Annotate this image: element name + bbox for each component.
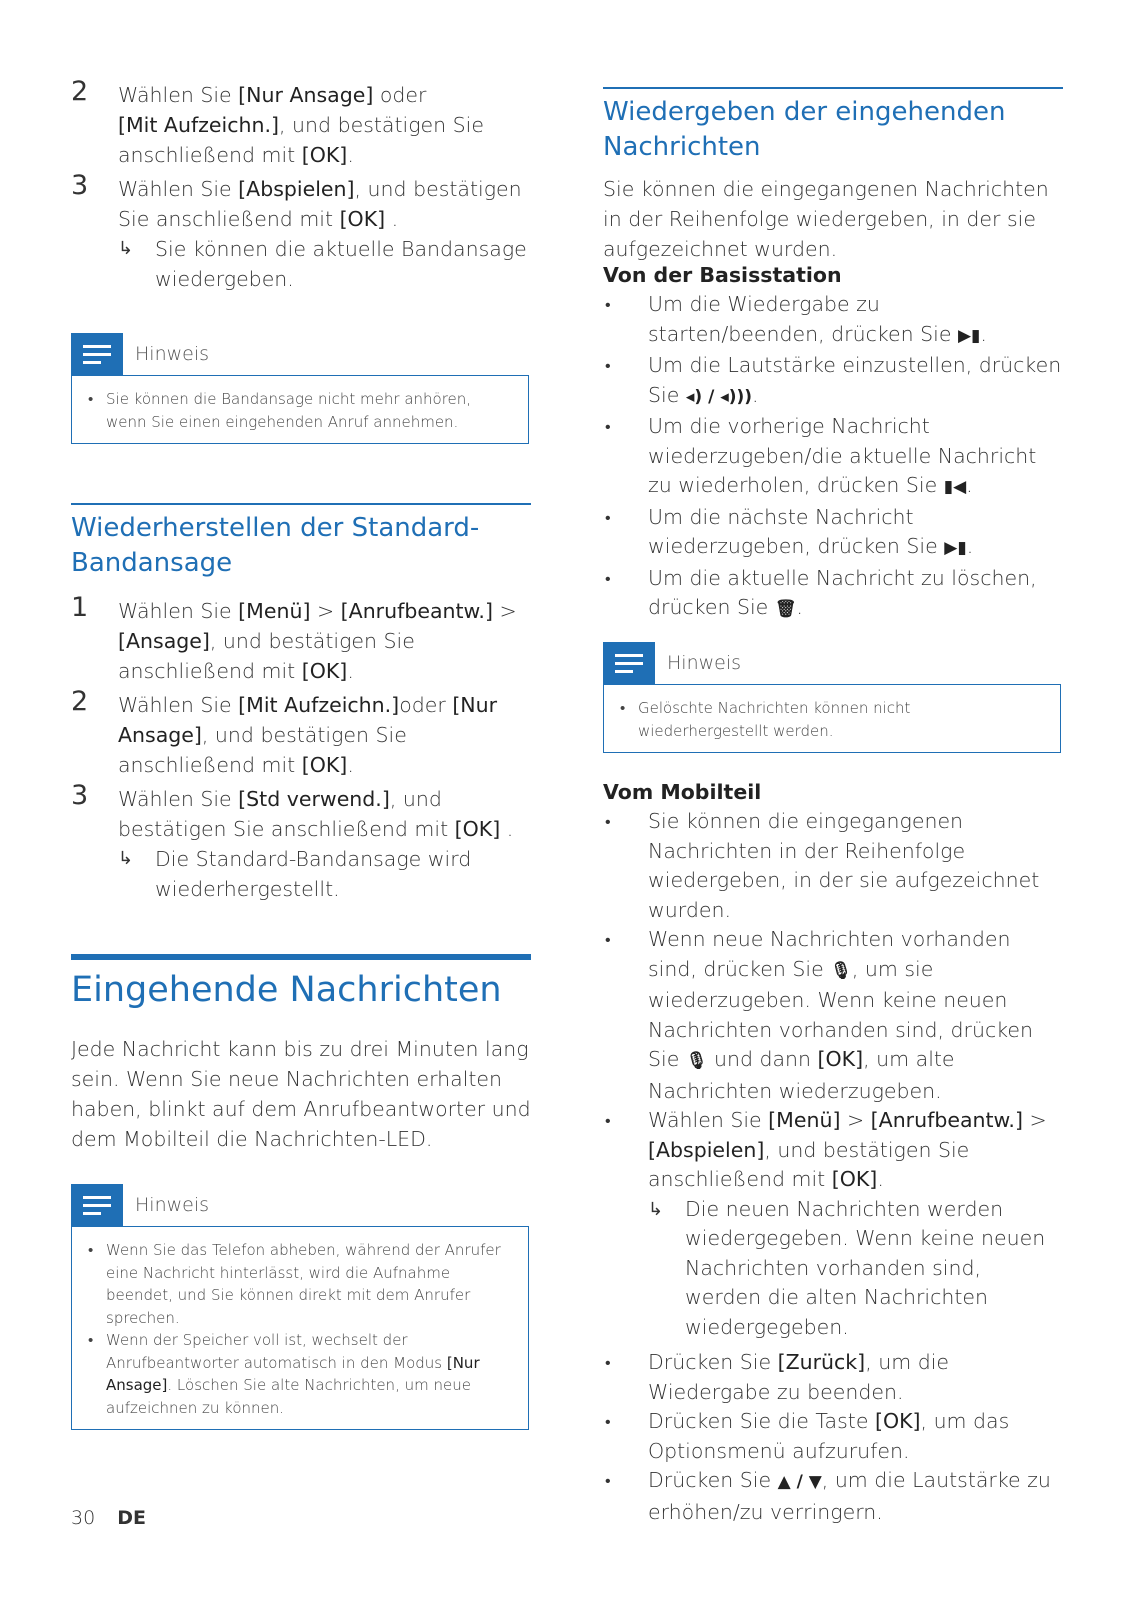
- note-2: Hinweis • Wenn Sie das Telefon abheben, während der Anrufer eine Nachricht hinterlässt, wird die Aufnahme beendet, und Sie können direkt mit dem Anrufer sprechen. • Wenn der Speicher voll ist, wechselt der Anrufbeantworter automatisch in den Modus [Nur Ansage]. Löschen Sie alte Nachrichten, um neue aufzeichnen zu können.: [71, 1184, 529, 1430]
- volume-up-down-icon: ▲ / ▼: [777, 1472, 822, 1492]
- base-station-list: [603, 290, 1063, 625]
- handset-heading: Vom Mobilteil: [603, 780, 762, 804]
- step-text: Wählen Sie [Abspielen], und bestätigen Sie anschließend mit [OK] .: [118, 177, 522, 231]
- list-item: • Wählen Sie [Menü] > [Anrufbeantw.] > [Abspielen], und bestätigen Sie anschließend mit [OK]. ↳ Die neuen Nachrichten werden wiedergegeben. Wenn keine neuen Nachrichten vorhanden sind, werden die alten Nachrichten wiedergegeben.: [603, 1106, 1063, 1342]
- list-item: • Sie können die eingegangenen Nachrichten in der Reihenfolge wiedergeben, in der sie aufgezeichnet wurden.: [605, 809, 1040, 922]
- list-item: • Um die Wiedergabe zu starten/beenden, drücken Sie ▶▮.: [603, 290, 1063, 351]
- list-item: • Um die vorherige Nachricht wiederzugeben/die aktuelle Nachricht zu wiederholen, drücken Sie ▮◀.: [603, 412, 1063, 503]
- note-icon: [71, 1184, 123, 1226]
- page-footer: [71, 1507, 146, 1529]
- restore-step-3: 3 Wählen Sie [Std verwend.], und bestätigen Sie anschließend mit [OK] . ↳ Die Standard-Bandansage wird wiederhergestellt.: [71, 784, 531, 904]
- list-item: • Wenn neue Nachrichten vorhanden sind, drücken Sie 🎙, um sie wiederzugeben. Wenn keine neuen Nachrichten vorhanden sind, drücken Sie 🎙 und dann [OK], um alte Nachrichten wiederzugeben.: [605, 927, 1033, 1103]
- play-pause-icon: ▶▮: [957, 325, 981, 346]
- list-item: • Drücken Sie die Taste [OK], um das Optionsmenü aufzurufen.: [605, 1409, 1010, 1463]
- list-item: • Drücken Sie ▲ / ▼, um die Lautstärke zu erhöhen/zu verringern.: [605, 1468, 1051, 1524]
- result-arrow-icon: ↳: [118, 848, 134, 869]
- note-box: [603, 684, 1061, 753]
- restore-step-2: 2 Wählen Sie [Mit Aufzeichn.]oder [Nur Ansage], und bestätigen Sie anschließend mit [OK].: [71, 686, 498, 777]
- note-item: • Sie können die Bandansage nicht mehr anhören, wenn Sie einen eingehenden Anruf annehmen.: [88, 390, 472, 431]
- message-icon: 🎙: [830, 960, 852, 981]
- step-result: ↳ Die neuen Nachrichten werden wiedergegeben. Wenn keine neuen Nachrichten vorhanden sind, werden die alten Nachrichten wiedergegeben.: [648, 1196, 1046, 1339]
- language-code: DE: [117, 1507, 146, 1529]
- result-arrow-icon: ↳: [118, 238, 134, 259]
- note-box: [71, 375, 529, 444]
- list-item: • Drücken Sie [Zurück], um die Wiedergabe zu beenden.: [605, 1350, 950, 1404]
- note-item: • Wenn der Speicher voll ist, wechselt der Anrufbeantworter automatisch in den Modus [Nur Ansage]. Löschen Sie alte Nachrichten, um neue aufzeichnen zu können.: [88, 1331, 480, 1417]
- section-title-restore-default: Wiederherstellen der Standard-Bandansage: [71, 503, 531, 581]
- page-number: 30: [71, 1507, 96, 1529]
- intro-paragraph: Jede Nachricht kann bis zu drei Minuten lang sein. Wenn Sie neue Nachrichten erhalten haben, blinkt auf dem Anrufbeantworter und dem Mobilteil die Nachrichten-LED.: [71, 1037, 531, 1151]
- base-station-heading: Von der Basisstation: [603, 263, 842, 287]
- list-item: • Um die nächste Nachricht wiederzugeben, drücken Sie ▶▮.: [603, 503, 1063, 564]
- step-result: ↳ Sie können die aktuelle Bandansage wiedergeben.: [118, 234, 531, 294]
- note-title: Hinweis: [135, 343, 210, 365]
- step-text: Wählen Sie [Nur Ansage] oder [Mit Aufzeichn.], und bestätigen Sie anschließend mit [OK].: [118, 83, 484, 167]
- playback-intro: Sie können die eingegangenen Nachrichten in der Reihenfolge wiedergeben, in der sie aufgezeichnet wurden.: [603, 177, 1049, 261]
- next-icon: ▶▮: [944, 538, 967, 558]
- delete-icon: 🗑: [774, 599, 797, 619]
- note-item: • Wenn Sie das Telefon abheben, während der Anrufer eine Nachricht hinterlässt, wird die Aufnahme beendet, und Sie können direkt mit dem Anrufer sprechen.: [88, 1241, 501, 1327]
- note-box: [71, 1226, 529, 1430]
- step-result: ↳ Die Standard-Bandansage wird wiederhergestellt.: [118, 844, 531, 904]
- chapter-title-incoming-messages: Eingehende Nachrichten: [71, 954, 531, 1010]
- volume-icon: ◂) / ◂))): [685, 386, 753, 407]
- message-icon: 🎙: [685, 1051, 708, 1071]
- step-3: [71, 170, 531, 294]
- note-3: Hinweis • Gelöschte Nachrichten können nicht wiederhergestellt werden.: [603, 642, 1061, 753]
- handset-list: [603, 807, 1063, 1527]
- previous-icon: ▮◀: [943, 477, 967, 497]
- step-number: 3: [71, 170, 89, 201]
- list-item: • Um die Lautstärke einzustellen, drücken Sie ◂) / ◂))).: [603, 351, 1063, 412]
- note-icon: [603, 642, 655, 684]
- result-arrow-icon: ↳: [648, 1198, 664, 1220]
- note-1: [71, 333, 529, 444]
- note-item: • Gelöschte Nachrichten können nicht wiederhergestellt werden.: [620, 699, 911, 740]
- section-title-playback: Wiedergeben der eingehenden Nachrichten: [603, 87, 1063, 165]
- note-icon: [71, 333, 123, 375]
- restore-step-1: 1 Wählen Sie [Menü] > [Anrufbeantw.] > [Ansage], und bestätigen Sie anschließend mit [OK].: [71, 592, 517, 683]
- list-item: • Um die aktuelle Nachricht zu löschen, drücken Sie 🗑.: [603, 564, 1063, 625]
- step-number: 2: [71, 76, 89, 107]
- step-2: [71, 76, 531, 170]
